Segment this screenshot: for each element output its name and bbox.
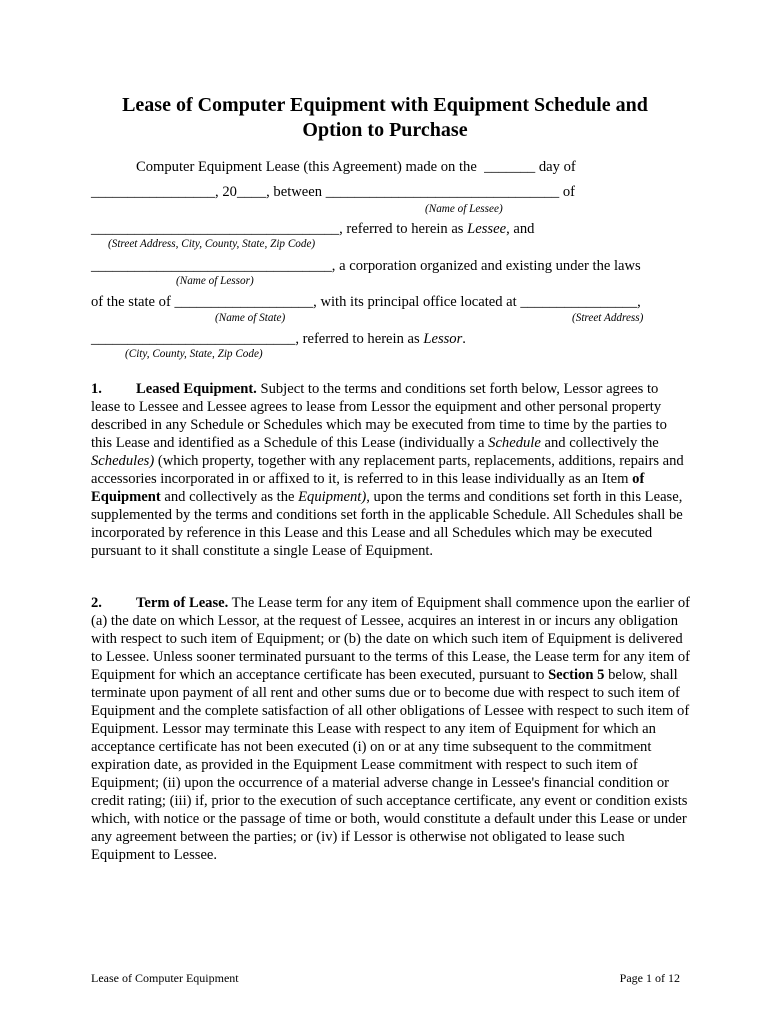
section-heading: Leased Equipment.: [136, 381, 257, 397]
intro-text: , and: [506, 221, 535, 237]
section-text: and collectively as the: [160, 489, 299, 505]
defined-term-schedule: Schedule: [488, 435, 541, 451]
intro-line-6: [91, 330, 466, 348]
intro-line-3: [91, 220, 534, 238]
blank-lessee-address-field[interactable]: __________________________________: [91, 221, 340, 237]
defined-term-schedules: Schedules): [91, 453, 155, 469]
section-1-leased-equipment: [91, 380, 691, 560]
defined-term-lessor: Lessor: [423, 331, 463, 347]
section-text: and collectively the: [540, 435, 659, 451]
label-lessee-address: (Street Address, City, County, State, Zip Code): [108, 238, 316, 250]
label-name-of-state: (Name of State): [215, 312, 286, 324]
intro-text: , with its principal office located at: [313, 294, 517, 310]
blank-lessor-name-field[interactable]: _________________________________: [91, 258, 332, 274]
bold-term-of-equipment: of Equipment: [91, 471, 645, 505]
intro-text: of the state of: [91, 294, 171, 310]
defined-term-equipment: Equipment): [298, 489, 367, 505]
document-title: [60, 93, 710, 143]
blank-month-field[interactable]: _________________: [91, 184, 216, 200]
section-text: Subject to the terms and conditions set forth below, Lessor agrees to lease to Lessee and Lessee agrees to lease from Lessor the equipment and other personal property described in any Schedule or Schedules which may be executed from time to time by the parties to this Lease and identified as a Schedule of this Lease (individually a: [91, 381, 667, 451]
label-name-of-lessor: (Name of Lessor): [176, 275, 254, 287]
section-1-text: [91, 380, 691, 560]
section-heading: Term of Lease.: [136, 595, 229, 611]
blank-state-field[interactable]: ___________________: [174, 294, 314, 310]
footer-document-title: Lease of Computer Equipment: [91, 971, 239, 985]
section-text: (which property, together with any replacement parts, replacements, additions, repairs and accessories incorporated in or affixed to it, is referred to in this lease individually as an Item: [91, 453, 684, 487]
intro-line-4: [91, 257, 641, 275]
blank-day-field[interactable]: _______: [484, 159, 536, 175]
intro-text: , 20: [215, 184, 237, 200]
intro-text: , between: [266, 184, 323, 200]
intro-line-2: [91, 183, 575, 201]
label-city-county-state-zip: (City, County, State, Zip Code): [125, 348, 263, 360]
label-street-address: (Street Address): [572, 312, 644, 324]
section-text: , upon the terms and conditions set forth in this Lease, supplemented by the terms and conditions set forth in the applicable Schedule. All Schedules shall be incorporated by reference in this Lease and this Lease and all Schedules which may be executed pursuant to it shall constitute a single Lease of Equipment.: [91, 489, 683, 559]
blank-city-field[interactable]: ____________________________: [91, 331, 296, 347]
blank-year-field[interactable]: ____: [236, 184, 267, 200]
defined-term-lessee: Lessee: [467, 221, 507, 237]
section-2-term-of-lease: [91, 594, 691, 864]
section-text: The Lease term for any item of Equipment shall commence upon the earlier of (a) the date on which Lessor, at the request of Lessee, acquires an interest in or incurs any obligation with respect to such item of Equipment; or (b) the date on which such item of Equipment is delivered to Lessee. Unless sooner terminated pursuant to the terms of this Lease, the Lease term for any item of Equipment for which an acceptance certificate has been executed, pursuant to: [91, 595, 690, 683]
intro-text: , a corporation organized and existing under the laws: [331, 258, 641, 274]
section-number: 1.: [91, 381, 102, 397]
label-name-of-lessee: (Name of Lessee): [425, 203, 503, 215]
intro-text: Computer Equipment Lease (this Agreement) made on the: [136, 159, 477, 175]
section-5-reference: Section 5: [548, 667, 605, 683]
intro-line-5: [91, 293, 641, 311]
intro-text: ,: [637, 294, 641, 310]
section-number: 2.: [91, 595, 102, 611]
intro-text: , referred to herein as: [295, 331, 420, 347]
section-2-text: [91, 594, 691, 864]
section-text: below, shall terminate upon payment of all rent and other sums due or to become due with respect to such item of Equipment and the complete satisfaction of all other obligations of Lessee with respect to such item of Equipment. Lessor may terminate this Lease with respect to any item of Equipment for which an acceptance certificate has not been executed (i) on or at any time subsequent to the commitment expiration date, as provided in the Equipment Lease commitment with respect to such item of Equipment; (ii) upon the occurrence of a material adverse change in Lessee's financial condition or credit rating; (iii) if, prior to the execution of such acceptance certificate, any event or condition exists which, with notice or the passage of time or both, would constitute a default under this Lease or under any agreement between the parties; or (iv) if Lessor is otherwise not obligated to lease such Equipment to Lessee.: [91, 667, 690, 863]
intro-line-1: [136, 158, 576, 176]
title-line-1: Lease of Computer Equipment with Equipment Schedule and: [122, 94, 648, 116]
title-line-2: Option to Purchase: [302, 119, 468, 141]
intro-text: of: [562, 184, 576, 200]
blank-street-field[interactable]: ________________: [520, 294, 638, 310]
intro-text: day of: [538, 159, 576, 175]
blank-lessee-name-field[interactable]: ________________________________: [325, 184, 560, 200]
intro-text: .: [462, 331, 466, 347]
intro-text: , referred to herein as: [339, 221, 464, 237]
footer-page-number: Page 1 of 12: [619, 971, 680, 985]
